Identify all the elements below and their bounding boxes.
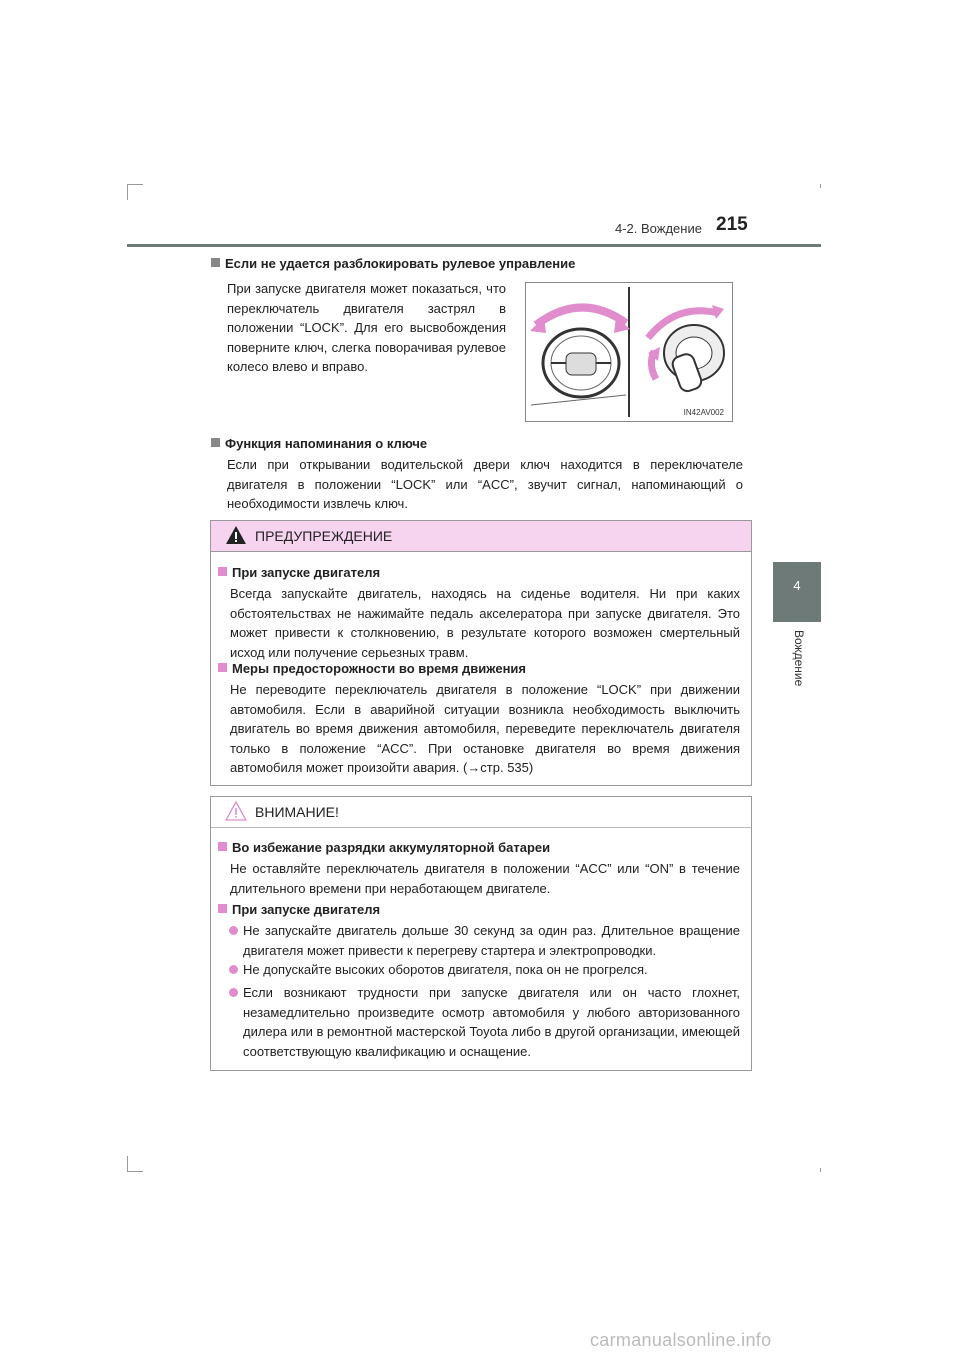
heading-text: При запуске двигателя [232, 565, 381, 580]
steering-wheel-key-icon [526, 283, 732, 421]
crop-mark [127, 184, 143, 185]
caution-item-heading [218, 902, 380, 917]
crop-mark [127, 1156, 128, 1172]
caution-box [210, 796, 752, 1071]
watermark-text: carmanualsonline.info [590, 1330, 772, 1350]
caution-header [211, 797, 751, 828]
warning-triangle-icon [225, 525, 247, 545]
figure-code: IN42AV002 [683, 408, 724, 417]
section-heading [211, 256, 575, 271]
warning-header [211, 521, 751, 552]
round-bullet-icon [229, 988, 238, 997]
warning-box [210, 520, 752, 786]
page-number: 215 [716, 214, 748, 235]
caution-triangle-icon [225, 801, 247, 821]
caution-item-text: Не оставляйте переключатель двигателя в положении “ACC” или “ON” в течение длительного времени при неработающем двигателе. [230, 861, 740, 896]
steering-lock-illustration [525, 282, 733, 422]
square-bullet-icon [211, 258, 220, 267]
square-bullet-icon [211, 438, 220, 447]
caution-title: ВНИМАНИЕ! [255, 804, 339, 820]
round-bullet-icon [229, 926, 238, 935]
heading-text: Меры предосторожности во время движения [232, 661, 526, 676]
square-bullet-icon [218, 663, 227, 672]
warning-item-heading [218, 565, 380, 580]
caution-item-heading [218, 840, 550, 855]
crop-mark [820, 184, 821, 188]
caution-bullet: Не запускайте двигатель дольше 30 секунд за один раз. Длительное вращение двигателя может привести к перегреву стартера и электропроводки. [243, 923, 740, 958]
heading-text: Во избежание разрядки аккумуляторной батареи [232, 840, 551, 855]
section-heading [211, 436, 427, 451]
chapter-tab: 4 [773, 562, 821, 622]
section-label: 4-2. Вождение [615, 221, 702, 236]
square-bullet-icon [218, 904, 227, 913]
warning-item-text: Всегда запускайте двигатель, находясь на сиденье водителя. Ни при каких обстоятельствах не нажимайте педаль акселератора при запуске двигателя. Это может привести к столкновению, в результате которого возможен смертельный исход или получение серьезных травм. [230, 586, 740, 660]
chapter-label: Вождение [792, 630, 806, 687]
caution-bullet: Если возникают трудности при запуске двигателя или он часто глохнет, незамедлительно произведите осмотр автомобиля у любого авторизованного дилера или в ремонтной мастерской Toyota либо в другой организации, имеющей соответствующую квалификацию и оснащение. [243, 985, 740, 1059]
warning-item-heading [218, 661, 526, 676]
section-paragraph: Если при открывании водительской двери ключ находится в переключателе двигателя в положении “LOCK” или “ACC”, звучит сигнал, напоминающий о необходимости извлечь ключ. [227, 457, 743, 511]
square-bullet-icon [218, 567, 227, 576]
heading-text: Функция напоминания о ключе [225, 436, 428, 451]
crop-mark [127, 1171, 143, 1172]
warning-item-text: Не переводите переключатель двигателя в положение “LOCK” при движении автомобиля. Если в аварийной ситуации возникла необходимость выключить двигатель во время движения автомобиля, переведите переключатель двигателя только в положение “ACC”. При остановке двигателя во время движения автомобиля может произойти авария. (→стр. 535) [230, 682, 740, 775]
heading-text: Если не удается разблокировать рулевое управление [225, 256, 576, 271]
warning-title: ПРЕДУПРЕЖДЕНИЕ [255, 528, 393, 544]
section-paragraph: При запуске двигателя может показаться, что переключатель двигателя застрял в положении “LOCK”. Для его высвобождения поверните ключ, слегка поворачивая рулевое колесо влево и вправо. [227, 281, 506, 374]
caution-bullet: Не допускайте высоких оборотов двигателя, пока он не прогрелся. [243, 962, 648, 977]
heading-text: При запуске двигателя [232, 902, 381, 917]
header-rule [127, 244, 821, 247]
crop-mark [127, 184, 128, 200]
crop-mark [820, 1168, 821, 1172]
round-bullet-icon [229, 965, 238, 974]
square-bullet-icon [218, 842, 227, 851]
